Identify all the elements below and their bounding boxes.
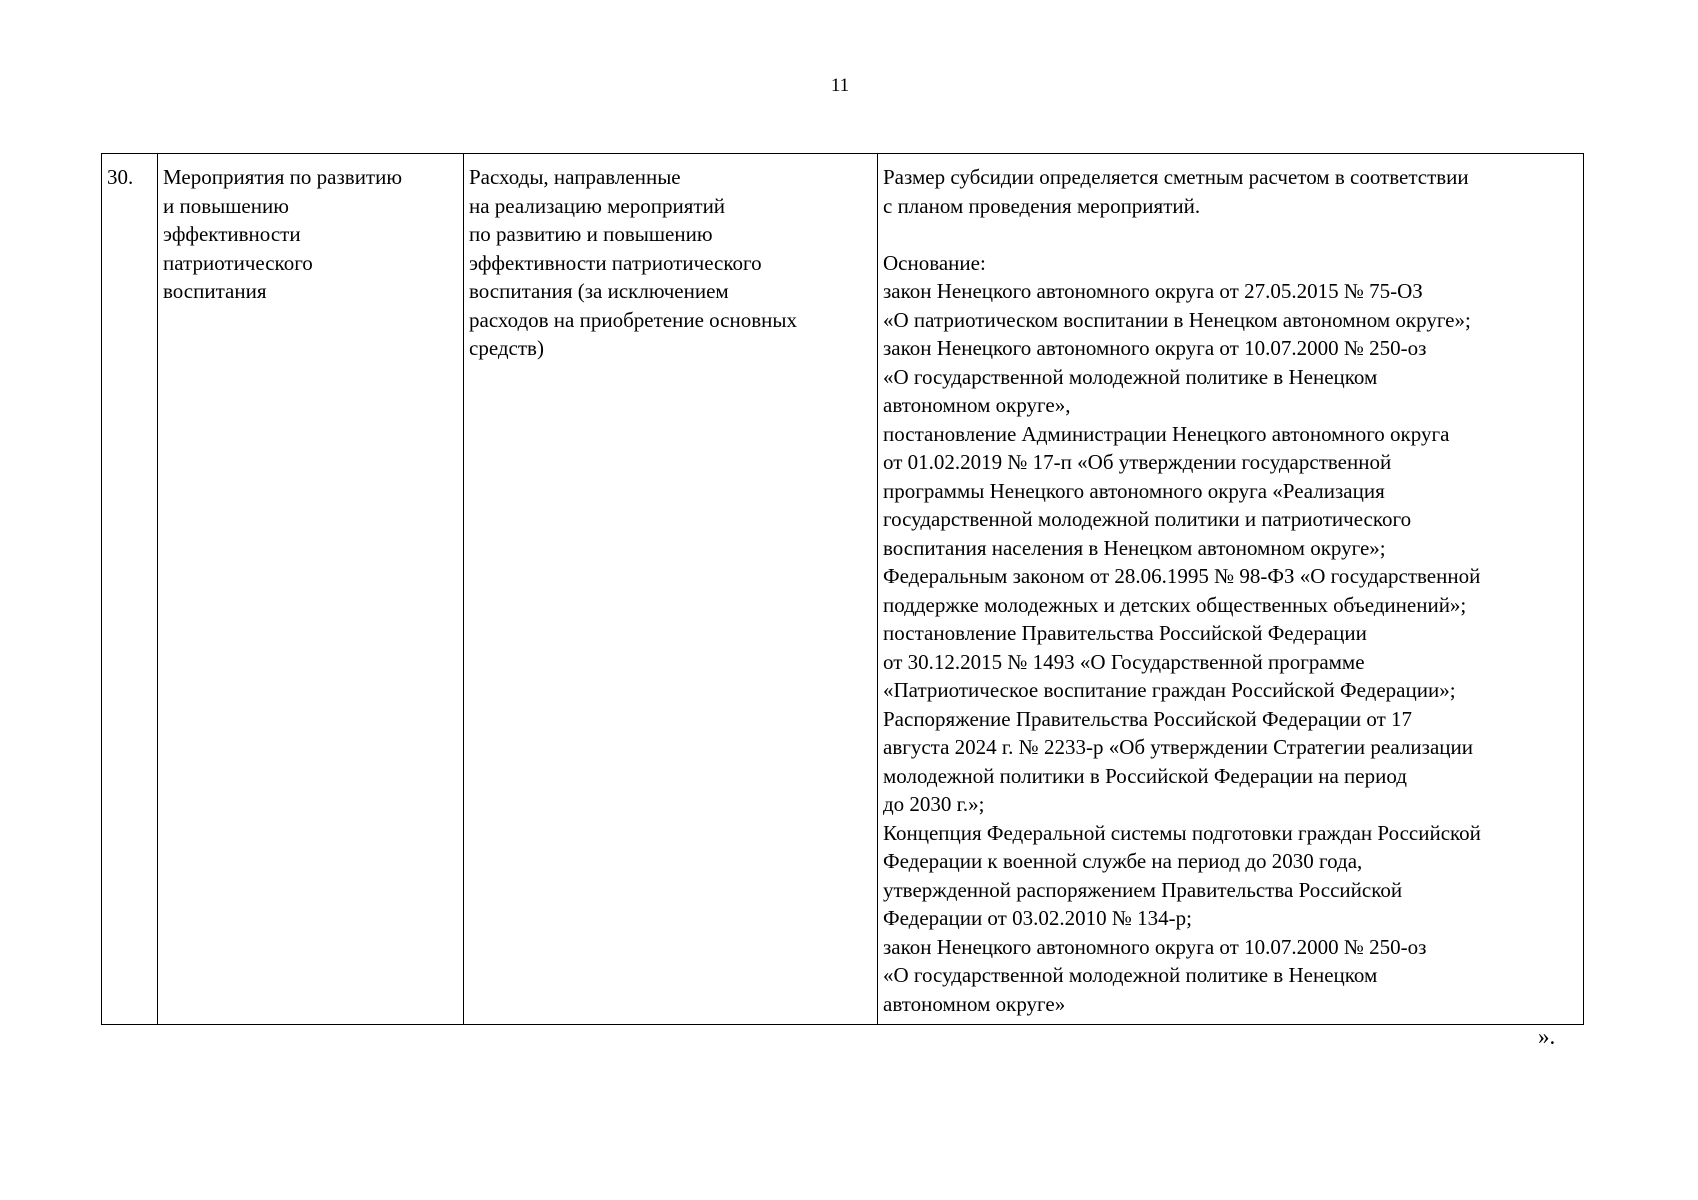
row-number-cell: 30.: [102, 154, 158, 1025]
legal-basis-cell: Размер субсидии определяется сметным расчетом в соответствии с планом проведения мероприятий. Основание: закон Ненецкого автономного округа от 27.05.2015 № 75-ОЗ «О патриотическом воспитании в Ненецком автономном округе»; закон Ненецкого автономного округа от 10.07.2000 № 250-оз «О государственной молодежной политике в Ненецком автономном округе», постановление Администрации Ненецкого автономного округа от 01.02.2019 № 17-п «Об утверждении государственной программы Ненецкого автономного округа «Реализация государственной молодежной политики и патриотического воспитания населения в Ненецком автономном округе»; Федеральным законом от 28.06.1995 № 98-ФЗ «О государственной поддержке молодежных и детских общественных объединений»; постановление Правительства Российской Федерации от 30.12.2015 № 1493 «О Государственной программе «Патриотическое воспитание граждан Российской Федерации»; Распоряжение Правительства Российской Федерации от 17 августа 2024 г. № 2233-р «Об утверждении Стратегии реализации молодежной политики в Российской Федерации на период до 2030 г.»; Концепция Федеральной системы подготовки граждан Российской Федерации к военной службе на период до 2030 года, утвержденной распоряжением Правительства Российской Федерации от 03.02.2010 № 134-р; закон Ненецкого автономного округа от 10.07.2000 № 250-оз «О государственной молодежной политике в Ненецком автономном округе»: [878, 154, 1584, 1025]
expense-type-cell: Расходы, направленные на реализацию мероприятий по развитию и повышению эффективности патриотического воспитания (за исключением расходов на приобретение основных средств): [464, 154, 878, 1025]
activity-name-cell: Мероприятия по развитию и повышению эффективности патриотического воспитания: [158, 154, 464, 1025]
table-row: [102, 154, 1584, 1025]
table-body: [102, 154, 1584, 1025]
regulation-table: [101, 153, 1584, 1025]
closing-quote-mark: ».: [1538, 1024, 1556, 1049]
page-number: 11: [830, 75, 850, 96]
